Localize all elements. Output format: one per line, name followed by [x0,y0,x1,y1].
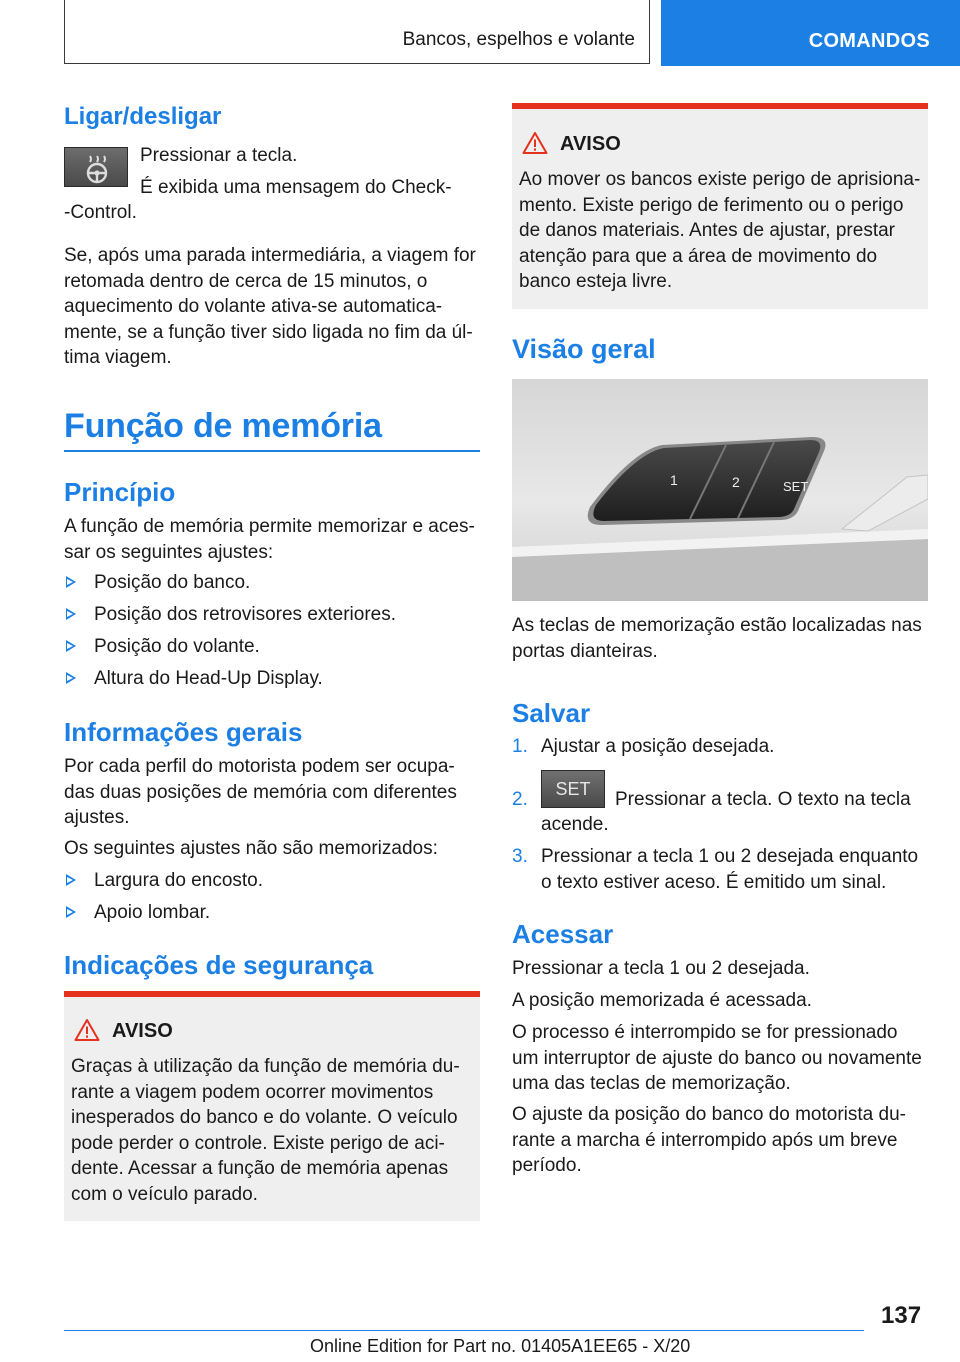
info-paragraph-2: Os seguintes ajustes não são memorizados: [64,838,438,859]
title-rule [64,450,480,452]
principio-heading: Princípio [64,477,176,507]
acessar-heading: Acessar [512,919,614,949]
info-paragraph-1: Por cada perfil do motorista podem ser ocupa-das duas posições de memória com diferentes ajustes. [64,756,457,828]
bullet-triangle-icon [66,640,76,652]
footer-edition: Online Edition for Part no. 01405A1EE65 - X/20 [310,1336,691,1356]
warning-text: Graças à utilização da função de memória du-rante a viagem podem ocorrer movimentos inesperados do banco e do volante. O veículo pode perder o controle. Existe perigo de aci-dente. Acessar a função de memória apenas com o veículo parado. [71,1056,460,1205]
ligar-heading: Ligar/desligar [64,103,222,130]
warning-box [64,991,480,1221]
ligar-line3: -Control. [64,202,137,223]
ligar-line1: Pressionar a tecla. [140,145,298,166]
header-chapter-label: COMANDOS [808,30,930,52]
door-memory-buttons-illustration [512,379,928,601]
set-key-image [541,770,605,808]
steering-wheel-heat-icon [65,148,129,188]
step-2-text: Pressionar a tecla. O texto na tecla [615,789,911,810]
acessar-paragraph-3: O processo é interrompido se for pressionado um interruptor de ajuste do banco ou novamente uma das teclas de memorização. [512,1022,922,1094]
salvar-heading: Salvar [512,698,591,728]
header-section-box [64,0,650,64]
footer-rule [64,1330,864,1331]
ligar-paragraph: Se, após uma parada intermediária, a viagem for retomada dentro de cerca de 15 minutos, o aquecimento do volante ativa-se automatica-mente, se a função tiver sido ligada no fim da úl-tima viagem. [64,245,476,368]
bullet-triangle-icon [66,672,76,684]
info-heading: Informações gerais [64,717,303,747]
memory-function-title: Função de memória [64,407,382,445]
warning-box [512,103,928,309]
warning-title: AVISO [560,133,621,155]
bullet-triangle-icon [66,906,76,918]
acessar-paragraph-1: Pressionar a tecla 1 ou 2 desejada. [512,958,810,979]
photo-button-2-label: 2 [732,474,740,490]
set-key-label: SET [555,779,591,799]
header-chapter-tab [661,0,960,66]
principio-paragraph: A função de memória permite memorizar e aces-sar os seguintes ajustes: [64,516,475,563]
memory-buttons-photo [512,379,928,601]
photo-button-1-label: 1 [670,472,678,488]
step-2-text-continued: acende. [541,814,609,835]
bullet-triangle-icon [66,576,76,588]
photo-button-set-label: SET [783,479,809,494]
acessar-paragraph-2: A posição memorizada é acessada. [512,990,812,1011]
acessar-paragraph-4: O ajuste da posição do banco do motorista du-rante a marcha é interrompido após um breve período. [512,1104,906,1176]
safety-heading: Indicações de segurança [64,950,374,980]
bullet-triangle-icon [66,608,76,620]
warning-triangle-icon [74,1018,100,1042]
warning-triangle-icon [522,131,548,155]
header-section-title: Bancos, espelhos e volante [402,29,635,50]
ligar-line2: É exibida uma mensagem do Check- [140,177,452,198]
photo-caption: As teclas de memorização estão localizadas nas portas dianteiras. [512,615,922,662]
warning-text: Ao mover os bancos existe perigo de aprisiona-mento. Existe perigo de ferimento ou o perigo de danos materiais. Antes de ajustar, prestar atenção para que a área de movimento do banco esteja livre. [519,169,921,292]
bullet-triangle-icon [66,874,76,886]
visao-heading: Visão geral [512,334,656,364]
page-number: 137 [881,1302,922,1329]
steering-heat-key-image [64,147,128,187]
warning-title: AVISO [112,1020,173,1042]
